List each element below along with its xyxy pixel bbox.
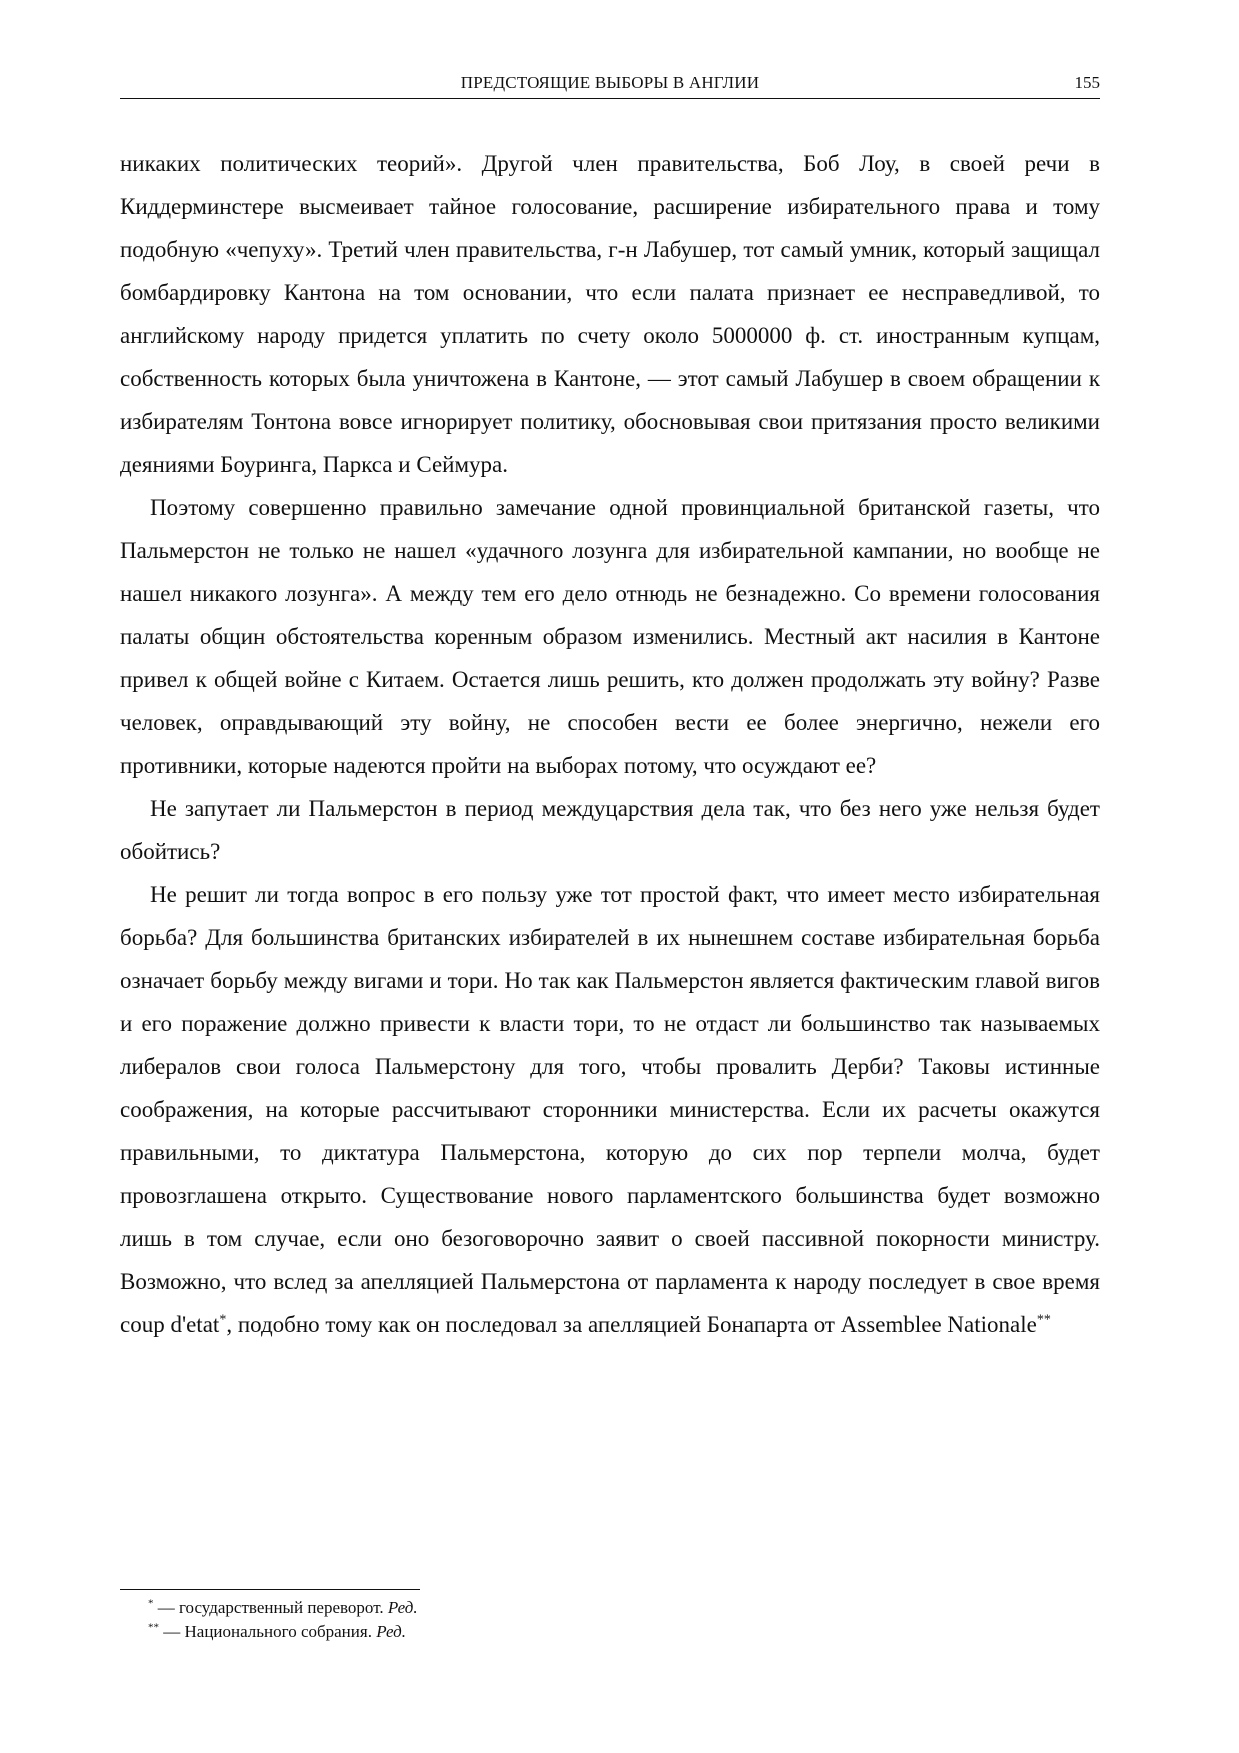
footnote-editor-mark: Ред. [387,1598,418,1617]
paragraph-2: Поэтому совершенно правильно замечание одной провинциальной британской газеты, что Пальмерстон не только не нашел «удачного лозунга для избирательной кампании, но вообще не нашел никакого лозунга». А между тем его дело отнюдь не безнадежно. Со времени голосования палаты общин обстоятельства коренным образом изменились. Местный акт насилия в Кантоне привел к общей войне с Китаем. Остается лишь решить, кто должен продолжать эту войну? Разве человек, оправдывающий эту войну, не способен вести ее более энергично, нежели его противники, которые надеются пройти на выборах потому, что осуждают ее? [120,495,1100,778]
paragraph-4-continuation: , подобно тому как он последовал за апелляцией Бонапарта от Assemblee Nationale [226,1312,1037,1337]
footnote-marker: ** [148,1621,159,1634]
footnote-rule [120,1589,420,1590]
page-number: 155 [1074,73,1100,92]
main-text [120,142,1100,1346]
footnote-2 [148,1620,1048,1644]
footnote-text: — Национального собрания. [159,1622,377,1641]
footnote-1 [148,1596,1048,1620]
footnote-ref-2: ** [1036,1312,1051,1328]
footnote-marker: * [148,1597,154,1610]
footnotes [148,1596,1048,1644]
footnote-ref-1: * [219,1312,227,1328]
footnote-editor-mark: Ред. [376,1622,406,1641]
footnote-text: — государственный переворот. [153,1598,388,1617]
paragraph-4 [120,873,1100,1346]
page-header [120,70,1100,99]
running-title: ПРЕДСТОЯЩИЕ ВЫБОРЫ В АНГЛИИ [460,73,760,92]
paragraph-3: Не запутает ли Пальмерстон в период междуцарствия дела так, что без него уже нельзя будет обойтись? [120,796,1100,864]
paragraph-4-text: Не решит ли тогда вопрос в его пользу уже тот простой факт, что имеет место избирательная борьба? Для большинства британских избирателей в их нынешнем составе избирательная борьба означает борьбу между вигами и тори. Но так как Пальмерстон является фактическим главой вигов и его поражение должно привести к власти тори, то не отдаст ли большинство так называемых либералов свои голоса Пальмерстону для того, чтобы провалить Дерби? Таковы истинные соображения, на которые рассчитывают сторонники министерства. Если их расчеты окажутся правильными, то диктатура Пальмерстона, которую до сих пор терпели молча, будет провозглашена открыто. Существование нового парламентского большинства будет возможно лишь в том случае, если оно безоговорочно заявит о своей пассивной покорности министру. Возможно, что вслед за апелляцией Пальмерстона от парламента к народу последует в свое время coup d'etat [120,882,1100,1337]
paragraph-1: никаких политических теорий». Другой член правительства, Боб Лоу, в своей речи в Киддерминстере высмеивает тайное голосование, расширение избирательного права и тому подобную «чепуху». Третий член правительства, г-н Лабушер, тот самый умник, который защищал бомбардировку Кантона на том основании, что если палата признает ее несправедливой, то английскому народу придется уплатить по счету около 5000000 ф. ст. иностранным купцам, собственность которых была уничтожена в Кантоне, — этот самый Лабушер в своем обращении к избирателям Тонтона вовсе игнорирует политику, обосновывая свои притязания просто великими деяниями Боуринга, Паркса и Сеймура. [120,151,1100,477]
